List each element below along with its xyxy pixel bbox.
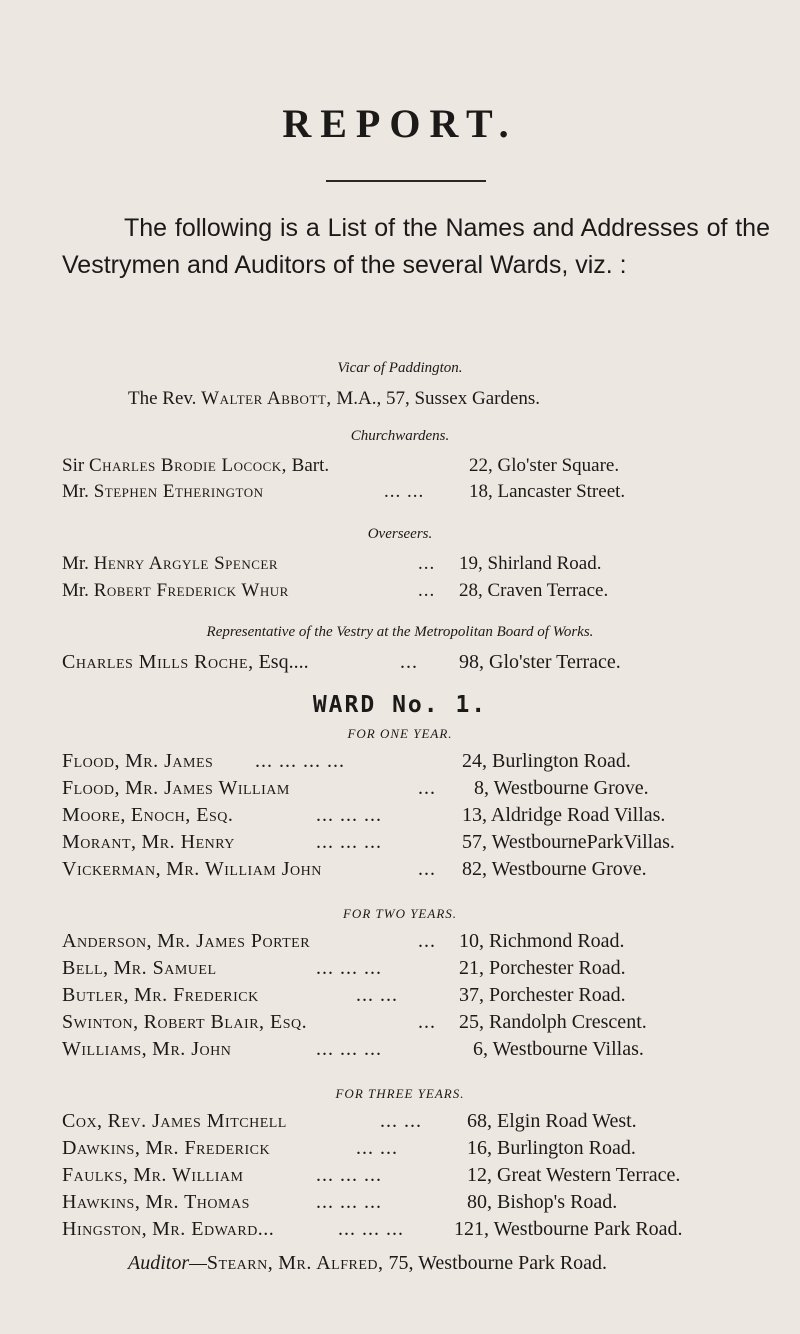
person-surname: Flood,: [62, 777, 121, 799]
vicar-rest: M.A., 57, Sussex Gardens.: [336, 388, 541, 409]
person-forenames: Rev. James Mitchell: [107, 1110, 287, 1132]
list-item: [62, 455, 762, 481]
person-name: [62, 1110, 287, 1133]
person-forenames: Mr. Thomas: [145, 1191, 250, 1213]
person-title: Mr.: [62, 553, 89, 574]
list-item: [62, 804, 762, 830]
person-surname: Morant,: [62, 831, 137, 853]
leader-dots: ...: [418, 858, 436, 880]
leader-dots: ... ...: [356, 1137, 398, 1159]
person-name: [62, 750, 213, 773]
auditor-forenames: Mr. Alfred,: [278, 1252, 384, 1274]
person-suffix: Bart.: [291, 455, 330, 476]
vicar-entry: [128, 388, 540, 410]
address: 19, Shirland Road.: [459, 553, 602, 574]
leader-dots: ... ... ... ...: [255, 750, 345, 772]
auditor-entry: [128, 1252, 607, 1275]
person-surname: Stephen Etherington: [93, 481, 264, 502]
leader-dots: ... ... ...: [316, 957, 382, 979]
address: 8, Westbourne Grove.: [474, 777, 649, 799]
representative-heading: Representative of the Vestry at the Metropolitan Board of Works.: [206, 624, 594, 640]
address: 18, Lancaster Street.: [469, 481, 626, 502]
list-item: [62, 553, 762, 579]
person-surname: Dawkins,: [62, 1137, 141, 1159]
list-item: [62, 1191, 762, 1217]
list-item: [62, 858, 762, 884]
title-rule: [326, 180, 486, 182]
person-surname: Anderson,: [62, 930, 153, 952]
person-surname: Bell,: [62, 957, 109, 979]
person-name: [62, 580, 289, 602]
list-item: [62, 1110, 762, 1136]
leader-dots: ... ... ...: [316, 804, 382, 826]
address: 82, Westbourne Grove.: [462, 858, 647, 880]
person-name: [62, 1191, 250, 1214]
person-title: Sir: [62, 455, 85, 476]
person-name: [62, 858, 322, 881]
person-name: [62, 455, 329, 477]
person-forenames: Mr. James William: [125, 777, 290, 799]
person-name: [62, 957, 217, 980]
list-item: [62, 1218, 762, 1244]
person-surname: Williams,: [62, 1038, 148, 1060]
person-forenames: Mr. William John: [166, 858, 322, 880]
auditor-label: Auditor—: [128, 1252, 207, 1274]
person-surname: Cox,: [62, 1110, 103, 1132]
person-name: [62, 1137, 270, 1160]
person-forenames: Mr. Frederick: [145, 1137, 271, 1159]
person-title: Mr.: [62, 481, 89, 502]
address: 98, Glo'ster Terrace.: [459, 651, 621, 673]
list-item: [62, 580, 762, 606]
list-item: [62, 831, 762, 857]
leader-dots: ... ...: [356, 984, 398, 1006]
address: 10, Richmond Road.: [459, 930, 625, 952]
overseers-heading: Overseers.: [367, 526, 433, 542]
person-name: [62, 804, 233, 827]
address: 6, Westbourne Villas.: [473, 1038, 644, 1060]
person-forenames: Enoch, Esq.: [130, 804, 234, 826]
person-surname: Charles Mills Roche,: [62, 651, 254, 673]
address: 80, Bishop's Road.: [467, 1191, 618, 1213]
person-forenames: Mr. James: [125, 750, 214, 772]
leader-dots: ... ... ...: [338, 1218, 404, 1240]
leader-dots: ... ... ...: [316, 1164, 382, 1186]
leader-dots: ... ... ...: [316, 1191, 382, 1213]
list-item: [62, 750, 762, 776]
person-surname: Henry Argyle Spencer: [93, 553, 278, 574]
address: 25, Randolph Crescent.: [459, 1011, 647, 1033]
leader-dots: ... ...: [384, 481, 425, 502]
leader-dots: ... ... ...: [316, 831, 382, 853]
address: 121, Westbourne Park Road.: [454, 1218, 683, 1240]
vicar-name: Walter Abbott,: [201, 388, 332, 409]
address: 12, Great Western Terrace.: [467, 1164, 681, 1186]
leader-dots: ... ...: [380, 1110, 422, 1132]
list-item: [62, 651, 762, 677]
person-forenames: Mr. William: [133, 1164, 244, 1186]
address: 22, Glo'ster Square.: [469, 455, 620, 476]
person-name: [62, 1218, 274, 1241]
list-item: [62, 1137, 762, 1163]
three-years-heading: FOR THREE YEARS.: [335, 1086, 465, 1101]
ward-heading: WARD No. 1.: [312, 692, 488, 718]
vicar-prefix: The Rev.: [128, 388, 197, 409]
person-suffix: Esq....: [258, 651, 309, 673]
person-name: [62, 651, 309, 674]
person-forenames: Mr. John: [152, 1038, 232, 1060]
address: 57, WestbourneParkVillas.: [462, 831, 675, 853]
person-title: Mr.: [62, 580, 89, 601]
person-forenames: Mr. Samuel: [113, 957, 217, 979]
person-surname: Hingston,: [62, 1218, 148, 1240]
person-name: [62, 1038, 231, 1061]
person-name: [62, 831, 235, 854]
person-name: [62, 984, 259, 1007]
intro-paragraph: The following is a List of the Names and Addresses of the Vestrymen and Auditors of the several Wards, viz. :: [62, 214, 770, 279]
address: 28, Craven Terrace.: [459, 580, 609, 601]
list-item: [62, 777, 762, 803]
report-title: REPORT.: [282, 101, 518, 146]
one-year-heading: FOR ONE YEAR.: [347, 726, 453, 741]
address: 68, Elgin Road West.: [467, 1110, 637, 1132]
person-surname: Charles Brodie Locock,: [88, 455, 287, 476]
address: 21, Porchester Road.: [459, 957, 626, 979]
person-forenames: Robert Blair, Esq.: [143, 1011, 308, 1033]
list-item: [62, 481, 762, 507]
address: 16, Burlington Road.: [467, 1137, 636, 1159]
leader-dots: ...: [418, 580, 436, 601]
auditor-surname: Stearn,: [206, 1252, 274, 1274]
leader-dots: ...: [418, 777, 436, 799]
list-item: [62, 1038, 762, 1064]
vicar-heading: Vicar of Paddington.: [337, 360, 463, 376]
person-forenames: Mr. Edward...: [152, 1218, 275, 1240]
person-surname: Moore,: [62, 804, 126, 826]
person-surname: Flood,: [62, 750, 121, 772]
person-name: [62, 553, 278, 575]
person-name: [62, 1164, 243, 1187]
churchwardens-heading: Churchwardens.: [350, 428, 450, 444]
address: 24, Burlington Road.: [462, 750, 631, 772]
leader-dots: ...: [400, 651, 418, 673]
person-name: [62, 930, 310, 953]
person-surname: Butler,: [62, 984, 129, 1006]
list-item: [62, 1011, 762, 1037]
person-name: [62, 777, 290, 800]
auditor-address: 75, Westbourne Park Road.: [388, 1252, 608, 1274]
person-forenames: Mr. Frederick: [133, 984, 259, 1006]
list-item: [62, 1164, 762, 1190]
two-years-heading: FOR TWO YEARS.: [342, 906, 458, 921]
person-surname: Hawkins,: [62, 1191, 141, 1213]
address: 13, Aldridge Road Villas.: [462, 804, 666, 826]
person-surname: Faulks,: [62, 1164, 129, 1186]
person-surname: Vickerman,: [62, 858, 162, 880]
person-name: [62, 1011, 307, 1034]
leader-dots: ...: [418, 553, 436, 574]
list-item: [62, 930, 762, 956]
person-name: [62, 481, 263, 503]
leader-dots: ... ... ...: [316, 1038, 382, 1060]
leader-dots: ...: [418, 930, 436, 952]
address: 37, Porchester Road.: [459, 984, 626, 1006]
person-surname: Robert Frederick Whur: [93, 580, 289, 601]
person-forenames: Mr. James Porter: [157, 930, 311, 952]
person-surname: Swinton,: [62, 1011, 139, 1033]
person-forenames: Mr. Henry: [141, 831, 235, 853]
leader-dots: ...: [418, 1011, 436, 1033]
list-item: [62, 984, 762, 1010]
list-item: [62, 957, 762, 983]
